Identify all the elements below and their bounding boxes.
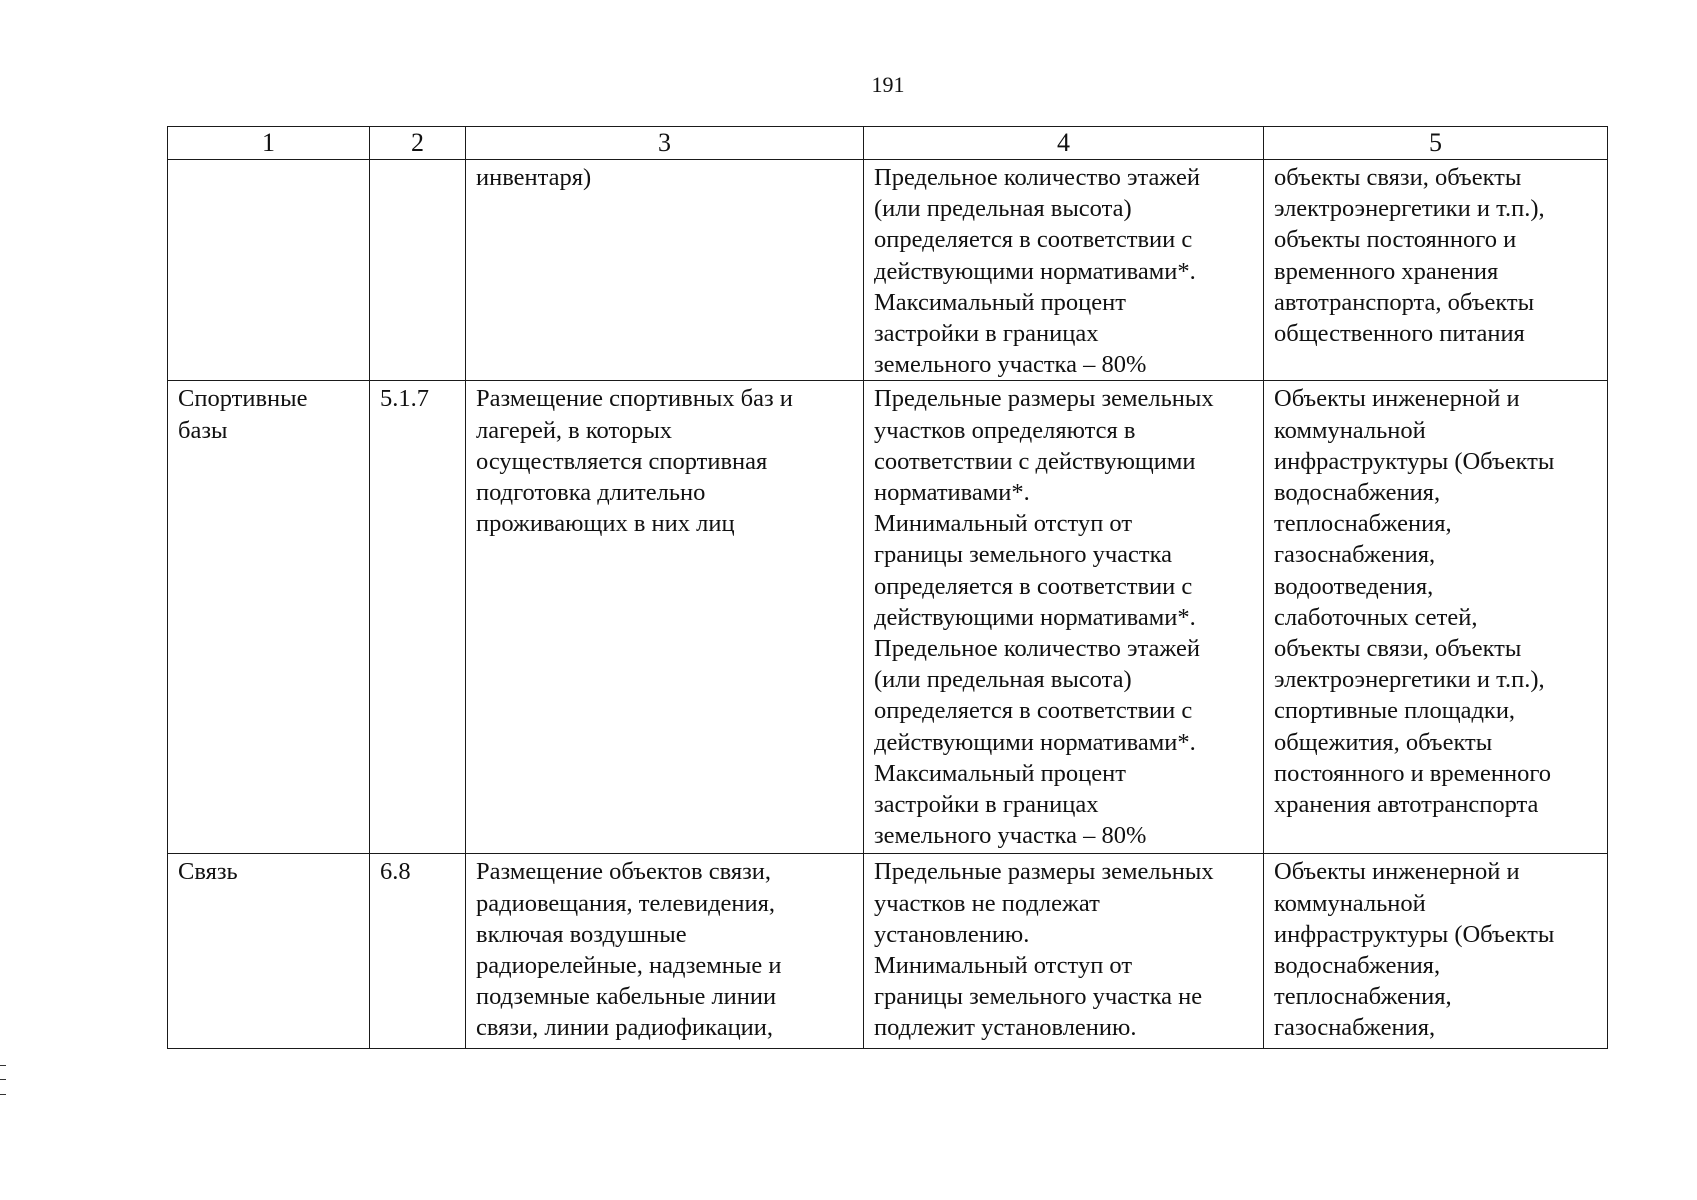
cell-text-line: Предельное количество этажей	[874, 164, 1200, 191]
cell-parameters	[864, 381, 1264, 854]
cell-text-line: временного хранения	[1274, 257, 1499, 285]
cell-text-line: связи, линии радиофикации,	[476, 1014, 774, 1042]
cell-text-line: Минимальный отступ от	[874, 510, 1133, 538]
cell-text-line: газоснабжения,	[1274, 1014, 1436, 1042]
cell-auxiliary-uses	[1264, 160, 1608, 381]
cell-text-line: соответствии с действующими	[874, 447, 1196, 475]
cell-text-line: Размещение объектов связи,	[476, 858, 772, 886]
cell-text-line: хранения автотранспорта	[1274, 791, 1539, 819]
cell-text-line: электроэнергетики и т.п.),	[1274, 666, 1545, 694]
cell-text-line: действующими нормативами*.	[874, 728, 1196, 756]
cell-text-line: подземные кабельные линии	[476, 983, 777, 1011]
cell-text-line: электроэнергетики и т.п.),	[1274, 195, 1545, 223]
cell-text-line: Предельные размеры земельных	[874, 385, 1214, 413]
cell-text-line: инфраструктуры (Объекты	[1274, 447, 1555, 475]
cell-text-line: нормативами*.	[874, 479, 1030, 507]
cell-auxiliary-uses	[1264, 854, 1608, 1049]
cell-text-line: инвентаря)	[476, 164, 592, 191]
cell-parameters	[864, 854, 1264, 1049]
cell-text-line: участков определяются в	[874, 416, 1136, 444]
cell-use-type	[168, 160, 370, 381]
cell-text-line: 5.1.7	[380, 385, 429, 413]
cell-text-line: границы земельного участка не	[874, 983, 1203, 1011]
cell-text-line: постоянного и временного	[1274, 759, 1552, 787]
cell-description	[466, 381, 864, 854]
cell-text-line: включая воздушные	[476, 920, 687, 948]
cell-text-line: теплоснабжения,	[1274, 983, 1452, 1011]
cell-text-line: радиовещания, телевидения,	[476, 889, 776, 917]
cell-parameters	[864, 160, 1264, 381]
cell-text-line: радиорелейные, надземные и	[476, 952, 782, 980]
table-header-row	[168, 127, 1608, 160]
cell-description	[466, 854, 864, 1049]
cell-text-line: водоснабжения,	[1274, 952, 1441, 980]
cell-text-line: лагерей, в которых	[476, 416, 673, 444]
cell-description	[466, 160, 864, 381]
table-row	[168, 160, 1608, 381]
cell-text-line: Предельные размеры земельных	[874, 858, 1214, 886]
cell-text-line: проживающих в них лиц	[476, 510, 735, 538]
cell-text-line: водоотведения,	[1274, 572, 1434, 600]
cell-text-line: Спортивные	[178, 385, 308, 413]
cell-text-line: застройки в границах	[874, 791, 1099, 819]
cell-text-line: земельного участка – 80%	[874, 351, 1147, 379]
cell-text-line: застройки в границах	[874, 320, 1099, 348]
column-header-4: 4	[864, 127, 1264, 160]
cell-text-line: слаботочных сетей,	[1274, 603, 1478, 631]
cell-text-line: подготовка длительно	[476, 479, 706, 507]
cell-text-line: Максимальный процент	[874, 288, 1126, 316]
cell-text-line: подлежит установлению.	[874, 1014, 1137, 1042]
cell-use-type	[168, 854, 370, 1049]
cell-text-line: объекты связи, объекты	[1274, 635, 1522, 663]
cell-use-type	[168, 381, 370, 854]
cell-text-line: действующими нормативами*.	[874, 603, 1196, 631]
cell-code	[370, 854, 466, 1049]
cell-text-line: объекты постоянного и	[1274, 226, 1517, 254]
cell-code	[370, 381, 466, 854]
cell-text-line: участков не подлежат	[874, 889, 1100, 917]
cell-text-line: Объекты инженерной и	[1274, 858, 1520, 886]
land-use-table	[167, 126, 1608, 1049]
cell-text-line: определяется в соответствии с	[874, 697, 1193, 725]
cell-auxiliary-uses	[1264, 381, 1608, 854]
cell-text-line: объекты связи, объекты	[1274, 164, 1522, 191]
cell-text-line: (или предельная высота)	[874, 666, 1132, 694]
cell-text-line: определяется в соответствии с	[874, 226, 1193, 254]
cell-text-line: границы земельного участка	[874, 541, 1173, 569]
cell-text-line: Предельное количество этажей	[874, 635, 1200, 663]
cell-text-line: Связь	[178, 858, 238, 886]
column-header-3: 3	[466, 127, 864, 160]
cell-text-line: установлению.	[874, 920, 1030, 948]
cell-text-line: действующими нормативами*.	[874, 257, 1196, 285]
column-header-2: 2	[370, 127, 466, 160]
cell-text-line: 6.8	[380, 858, 411, 886]
cell-text-line: Максимальный процент	[874, 759, 1126, 787]
cell-text-line: водоснабжения,	[1274, 479, 1441, 507]
cell-text-line: определяется в соответствии с	[874, 572, 1193, 600]
cell-code	[370, 160, 466, 381]
cell-text-line: общественного питания	[1274, 320, 1525, 348]
cell-text-line: Объекты инженерной и	[1274, 385, 1520, 413]
cell-text-line: земельного участка – 80%	[874, 822, 1147, 850]
cell-text-line: коммунальной	[1274, 416, 1426, 444]
cell-text-line: автотранспорта, объекты	[1274, 288, 1535, 316]
cell-text-line: спортивные площадки,	[1274, 697, 1516, 725]
table-row	[168, 381, 1608, 854]
cell-text-line: осуществляется спортивная	[476, 447, 768, 475]
cell-text-line: базы	[178, 416, 228, 444]
cell-text-line: теплоснабжения,	[1274, 510, 1452, 538]
column-header-1: 1	[168, 127, 370, 160]
cell-text-line: Минимальный отступ от	[874, 952, 1133, 980]
cell-text-line: (или предельная высота)	[874, 195, 1132, 223]
cell-text-line: инфраструктуры (Объекты	[1274, 920, 1555, 948]
column-header-5: 5	[1264, 127, 1608, 160]
cell-text-line: общежития, объекты	[1274, 728, 1493, 756]
table-row	[168, 854, 1608, 1049]
cell-text-line: Размещение спортивных баз и	[476, 385, 793, 413]
scan-edge-mark	[0, 1065, 6, 1095]
cell-text-line: газоснабжения,	[1274, 541, 1436, 569]
page-number: 191	[871, 72, 905, 97]
cell-text-line: коммунальной	[1274, 889, 1426, 917]
